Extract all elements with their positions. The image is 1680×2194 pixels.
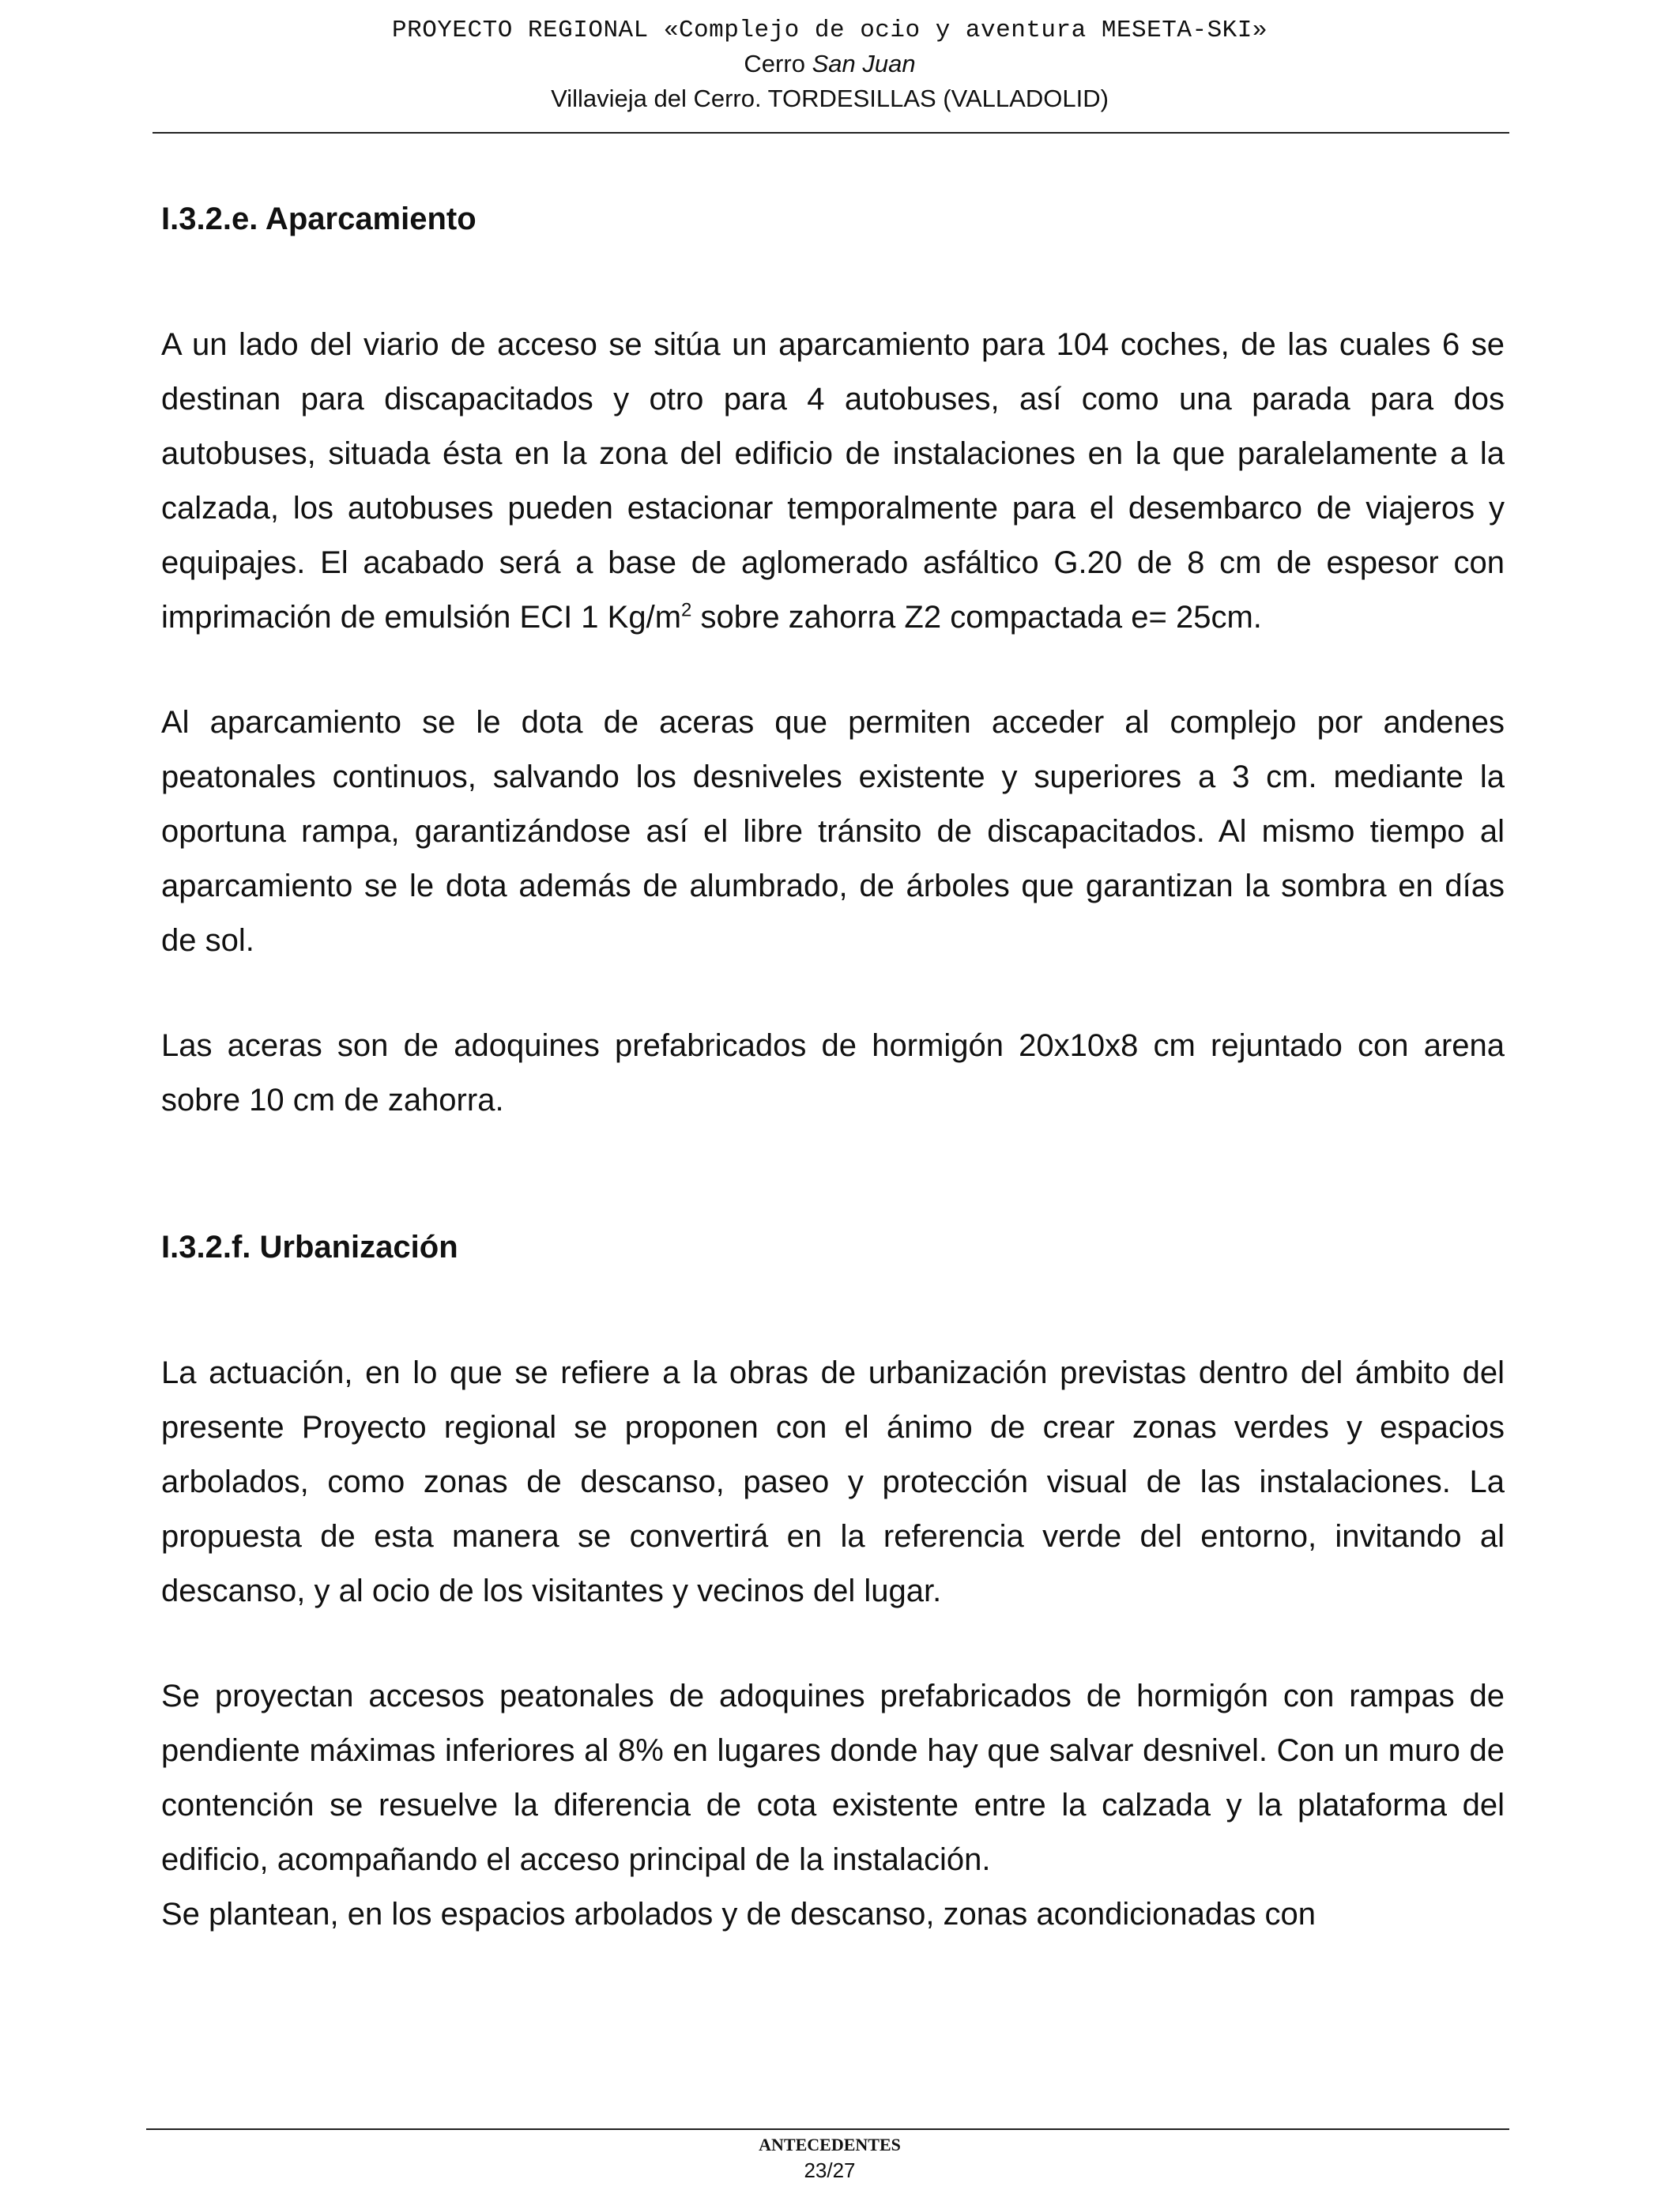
paragraph-aparcamiento-1 [161, 318, 1505, 645]
paragraph-aparcamiento-2: Al aparcamiento se le dota de aceras que permiten acceder al complejo por andenes peatonales continuos, salvando los desniveles existente y superiores a 3 cm. mediante la oportuna rampa, garantizándose así el libre tránsito de discapacitados. Al mismo tiempo al aparcamiento se le dota además de alumbrado, de árboles que garantizan la sombra en días de sol. [161, 705, 1505, 958]
page-footer [150, 2134, 1509, 2185]
section-title-aparcamiento: I.3.2.e. Aparcamiento [161, 202, 477, 236]
header-project-line: PROYECTO REGIONAL «Complejo de ocio y aventura MESETA-SKI» [392, 17, 1268, 44]
footer-divider [146, 2128, 1509, 2130]
header-place-name: San Juan [812, 50, 916, 77]
paragraph-aparcamiento-3: Las aceras son de adoquines prefabricados de hormigón 20x10x8 cm rejuntado con arena sobre 10 cm de zahorra. [161, 1028, 1505, 1118]
header-place-line [150, 47, 1509, 81]
page-body [161, 198, 1505, 1942]
header-location-line: Villavieja del Cerro. TORDESILLAS (VALLADOLID) [551, 85, 1109, 112]
header-place-prefix: Cerro [744, 50, 812, 77]
paragraph-text: sobre zahorra Z2 compactada e= 25cm. [691, 600, 1262, 635]
page-number: 23/27 [804, 2158, 856, 2182]
footer-section-label: ANTECEDENTES [759, 2135, 901, 2154]
page-header [150, 14, 1509, 117]
superscript: 2 [681, 599, 692, 621]
paragraph-text: A un lado del viario de acceso se sitúa un aparcamiento para 104 coches, de las cuales 6 se destinan para discapacitados y otro para 4 autobuses, así como una parada para dos autobuses, situada ésta en la zona del edificio de instalaciones en la que paralelamente a la calzada, los autobuses pueden estacionar temporalmente para el desembarco de viajeros y equipajes. El acabado será a base de aglomerado asfáltico G.20 de 8 cm de espesor con imprimación de emulsión ECI 1 Kg/m [161, 327, 1505, 635]
paragraph-urbanizacion-2: Se proyectan accesos peatonales de adoquines prefabricados de hormigón con rampas de pendiente máximas inferiores al 8% en lugares donde hay que salvar desnivel. Con un muro de contención se resuelve la diferencia de cota existente entre la calzada y la plataforma del edificio, acompañando el acceso principal de la instalación. [161, 1679, 1505, 1877]
section-title-urbanizacion: I.3.2.f. Urbanización [161, 1230, 458, 1265]
paragraph-urbanizacion-3: Se plantean, en los espacios arbolados y de descanso, zonas acondicionadas con [161, 1897, 1316, 1932]
paragraph-urbanizacion-1: La actuación, en lo que se refiere a la obras de urbanización previstas dentro del ámbito del presente Proyecto regional se proponen con el ánimo de crear zonas verdes y espacios arbolados, como zonas de descanso, paseo y protección visual de las instalaciones. La propuesta de esta manera se convertirá en la referencia verde del entorno, invitando al descanso, y al ocio de los visitantes y vecinos del lugar. [161, 1355, 1505, 1608]
header-divider [153, 132, 1509, 134]
